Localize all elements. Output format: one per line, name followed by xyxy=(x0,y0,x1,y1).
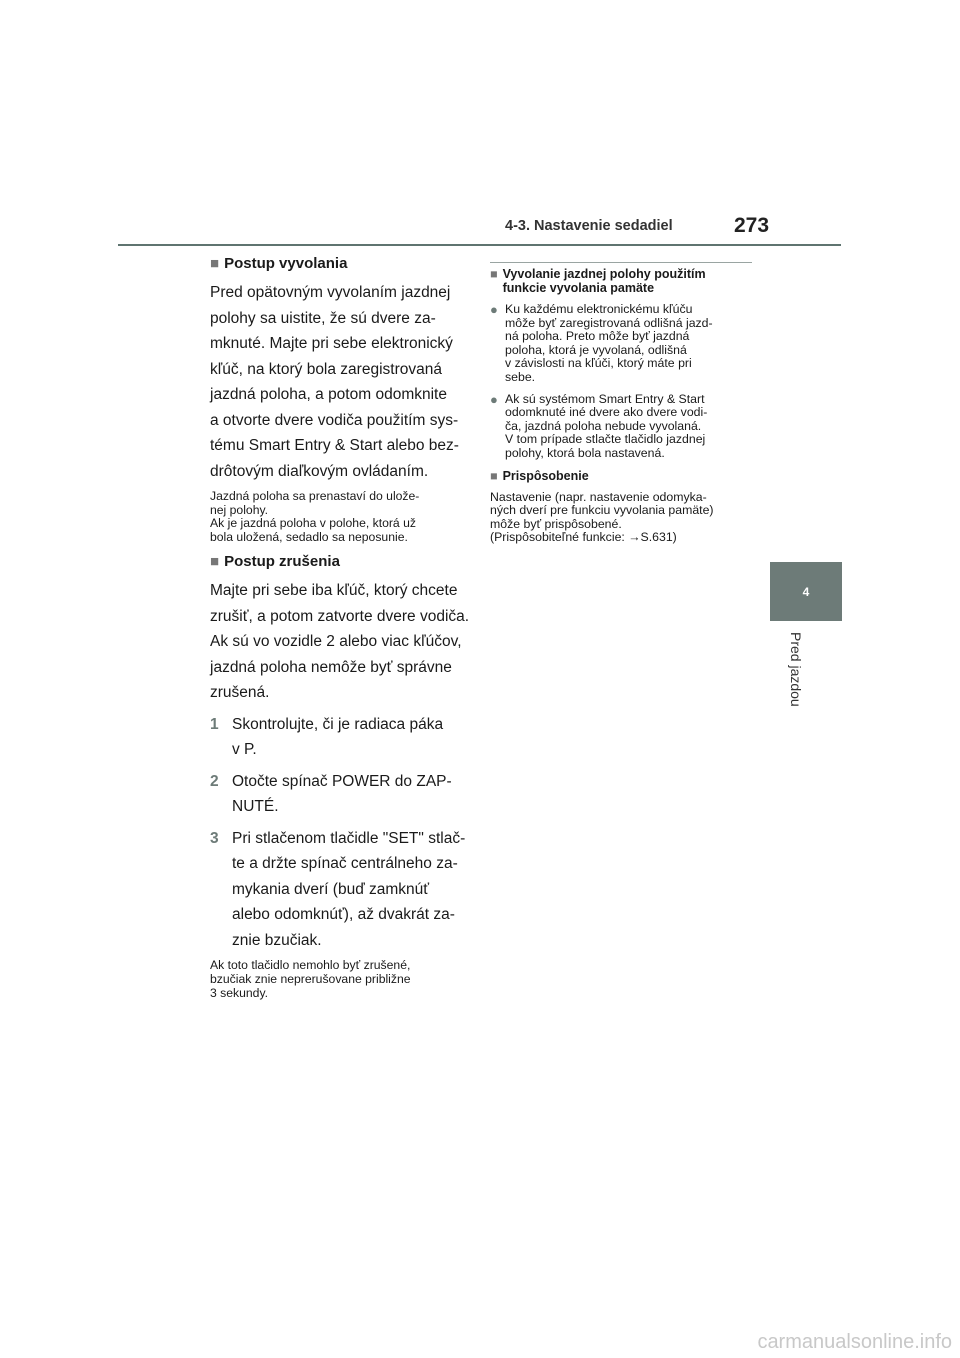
heading-memory-recall-text: Vyvolanie jazdnej polohy použitím funkcie vyvolania pamäte xyxy=(502,267,706,295)
square-bullet-icon: ■ xyxy=(210,255,220,272)
circle-bullet-icon: ● xyxy=(490,391,498,407)
info-divider xyxy=(490,262,752,263)
section-title: 4-3. Nastavenie sedadiel xyxy=(505,218,673,234)
step-item xyxy=(210,712,470,763)
info-bullet-text: Ak sú systémom Smart Entry & Start odomknuté iné dvere ako dvere vodi- ča, jazdná poloha nebude vyvolaná. V tom prípade stlačte tlačidlo jazdnej polohy, ktorá bola nastavená. xyxy=(505,391,708,460)
step-item xyxy=(210,769,470,820)
right-column xyxy=(490,262,752,545)
heading-recall-procedure: ■ Postup vyvolania xyxy=(210,255,348,272)
chapter-number: 4 xyxy=(802,584,810,599)
step-number: 2 xyxy=(210,772,219,790)
step-number: 1 xyxy=(210,715,219,733)
heading-customization: ■ Prispôsobenie xyxy=(490,468,589,483)
info-bullet-text: Ku každému elektronickému kľúču môže byť zaregistrovaná odlišná jazd- ná poloha. Preto môže byť jazdná poloha, ktorá je vyvolaná, odlišná v závislosti na kľúči, ktorý máte pri sebe. xyxy=(505,302,713,384)
square-bullet-icon: ■ xyxy=(490,468,498,483)
step-number: 3 xyxy=(210,829,219,847)
cancel-note: Ak toto tlačidlo nemohlo byť zrušené, bzučiak znie neprerušovane približne 3 sekundy. xyxy=(210,958,411,1000)
heading-memory-recall xyxy=(490,267,752,295)
chapter-tab xyxy=(770,562,842,621)
steps-list xyxy=(210,712,470,954)
square-bullet-icon: ■ xyxy=(210,553,220,571)
square-bullet-icon: ■ xyxy=(490,267,498,281)
recall-paragraph: Pred opätovným vyvolaním jazdnej polohy sa uistite, že sú dvere za- mknuté. Majte pri sebe elektronický kľúč, na ktorý bola zaregistrovaná jazdná poloha, a potom odomknite a otvorte dvere vodiča použitím sys- tému Smart Entry & Start alebo bez- drôtovým diaľkovým ovládaním. xyxy=(210,284,459,480)
left-column xyxy=(210,254,470,1008)
cancel-paragraph: Majte pri sebe iba kľúč, ktorý chcete zrušiť, a potom zatvorte dvere vodiča. Ak sú vo vozidle 2 alebo viac kľúčov, jazdná poloha nemôže byť správne zrušená. xyxy=(210,582,470,702)
step-item xyxy=(210,826,470,954)
step-text: Otočte spínač POWER do ZAP- NUTÉ. xyxy=(232,772,452,816)
info-bullet-item xyxy=(490,303,752,385)
circle-bullet-icon: ● xyxy=(490,302,498,317)
recall-note: Jazdná poloha sa prenastaví do ulože- nej polohy. Ak je jazdná poloha v polohe, ktorá už bola uložená, sedadlo sa neposunie. xyxy=(210,489,420,544)
step-text: Skontrolujte, či je radiaca páka v P. xyxy=(232,715,444,759)
info-bullets xyxy=(490,303,752,461)
step-text: Pri stlačenom tlačidle "SET" stlač- te a držte spínač centrálneho za- mykania dverí (buď zamknúť alebo odomknúť), až dvakrát za- znie bzučiak. xyxy=(232,829,466,949)
heading-cancel-procedure: ■ Postup zrušenia xyxy=(210,553,340,571)
header-divider xyxy=(118,244,841,246)
chapter-label: Pred jazdou xyxy=(788,632,804,707)
site-watermark: carmanualsonline.info xyxy=(757,1331,952,1353)
info-bullet-item xyxy=(490,393,752,461)
page-number: 273 xyxy=(734,214,770,237)
customization-paragraph: Nastavenie (napr. nastavenie odomyka- ných dverí pre funkciu vyvolania pamäte) môže byť prispôsobené. (Prispôsobiteľné funkcie: →S.631) xyxy=(490,489,714,545)
